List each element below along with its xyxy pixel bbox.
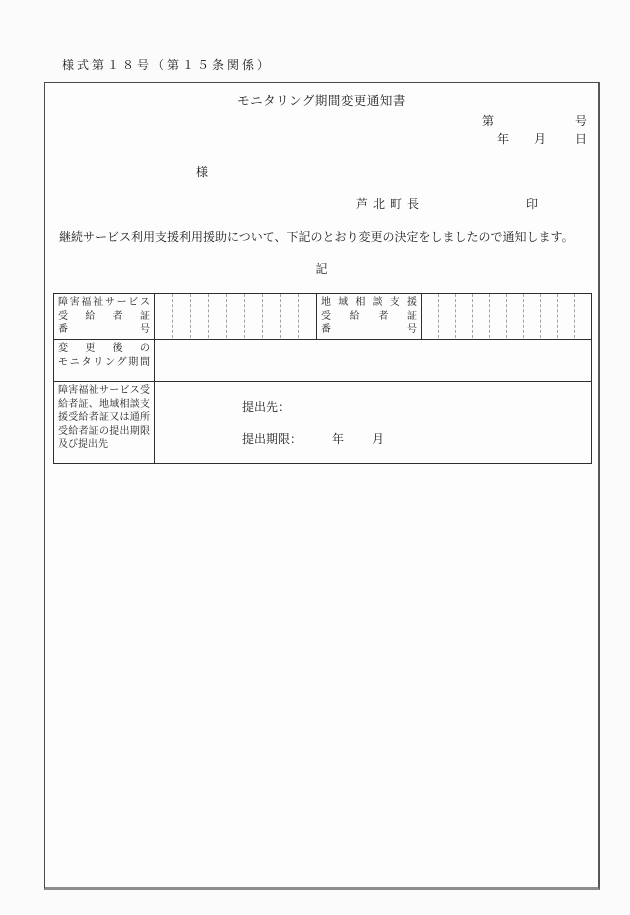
addressee-line bbox=[196, 163, 208, 180]
seal-placeholder: 印 bbox=[526, 197, 539, 211]
digit-box bbox=[557, 294, 574, 338]
submit-to-line bbox=[242, 398, 591, 415]
digit-box bbox=[540, 294, 557, 338]
monitoring-period-value-cell bbox=[155, 340, 592, 382]
submit-to-label: 提出先： bbox=[242, 400, 291, 414]
label-line: 受給者証 bbox=[58, 310, 150, 322]
digit-box bbox=[455, 294, 472, 338]
deadline-month-label: 月 bbox=[372, 432, 385, 446]
label-line: モニタリング期間 bbox=[58, 356, 150, 368]
submission-info-cell bbox=[155, 382, 592, 464]
monitoring-period-row bbox=[54, 340, 592, 382]
digit-box bbox=[155, 294, 172, 338]
service-number-entry-cell bbox=[155, 294, 317, 340]
deadline-year-label: 年 bbox=[332, 432, 345, 446]
digit-box bbox=[472, 294, 489, 338]
digit-box bbox=[574, 294, 591, 338]
label-line: 給者証、地域相談支 bbox=[58, 398, 150, 410]
document-number-line bbox=[482, 112, 587, 129]
notification-form-box bbox=[44, 82, 600, 890]
digit-box bbox=[190, 294, 208, 338]
label-line: 受給者証 bbox=[321, 310, 417, 322]
date-year-label: 年 bbox=[496, 132, 509, 146]
label-line: 及び提出先 bbox=[58, 439, 108, 451]
digit-box bbox=[438, 294, 455, 338]
label-line: 援受給者証又は通所 bbox=[58, 412, 150, 424]
regional-support-number-label-cell bbox=[317, 294, 422, 340]
digit-box bbox=[208, 294, 226, 338]
digit-box bbox=[244, 294, 262, 338]
regional-support-number-digit-boxes bbox=[422, 294, 591, 338]
record-heading: 記 bbox=[315, 262, 328, 276]
submission-label-cell bbox=[54, 382, 155, 464]
notification-body-text: 継続サービス利用支援利用援助について、下記のとおり変更の決定をしましたので通知します。 bbox=[59, 230, 574, 244]
form-number-label: 様式第１８号（第１５条関係） bbox=[62, 58, 273, 72]
deadline-line bbox=[242, 430, 591, 447]
details-table bbox=[53, 293, 592, 464]
doc-number-prefix: 第 bbox=[481, 114, 494, 128]
service-number-digit-boxes bbox=[155, 294, 316, 338]
recipient-number-row bbox=[54, 294, 592, 340]
date-day-label: 日 bbox=[574, 132, 587, 146]
label-line: 番号 bbox=[321, 324, 417, 336]
digit-box bbox=[262, 294, 280, 338]
digit-box bbox=[226, 294, 244, 338]
document-title: モニタリング期間変更通知書 bbox=[237, 94, 406, 108]
issue-date-line bbox=[497, 130, 587, 147]
digit-box bbox=[489, 294, 506, 338]
issuer-title: 芦北町長 bbox=[356, 197, 425, 211]
digit-box bbox=[172, 294, 190, 338]
label-line: 地域相談支援 bbox=[321, 297, 417, 308]
regional-support-number-entry-cell bbox=[422, 294, 592, 340]
deadline-label: 提出期限： bbox=[242, 432, 303, 446]
service-number-label-cell bbox=[54, 294, 155, 340]
monitoring-period-label-cell bbox=[54, 340, 155, 382]
label-line: 障害福祉サービス受 bbox=[58, 385, 150, 396]
label-line: 変更後の bbox=[58, 343, 150, 354]
addressee-honorific: 様 bbox=[196, 165, 209, 179]
submission-row bbox=[54, 382, 592, 464]
doc-number-suffix: 号 bbox=[574, 114, 587, 128]
label-line: 番号 bbox=[58, 324, 150, 336]
label-line: 受給者証の提出期限 bbox=[58, 425, 150, 437]
digit-box bbox=[422, 294, 438, 338]
digit-box bbox=[280, 294, 298, 338]
digit-box bbox=[298, 294, 316, 338]
date-month-label: 月 bbox=[533, 132, 546, 146]
label-line: 障害福祉サービス bbox=[58, 297, 150, 308]
digit-box bbox=[523, 294, 540, 338]
digit-box bbox=[506, 294, 523, 338]
issuer-line bbox=[45, 195, 598, 211]
